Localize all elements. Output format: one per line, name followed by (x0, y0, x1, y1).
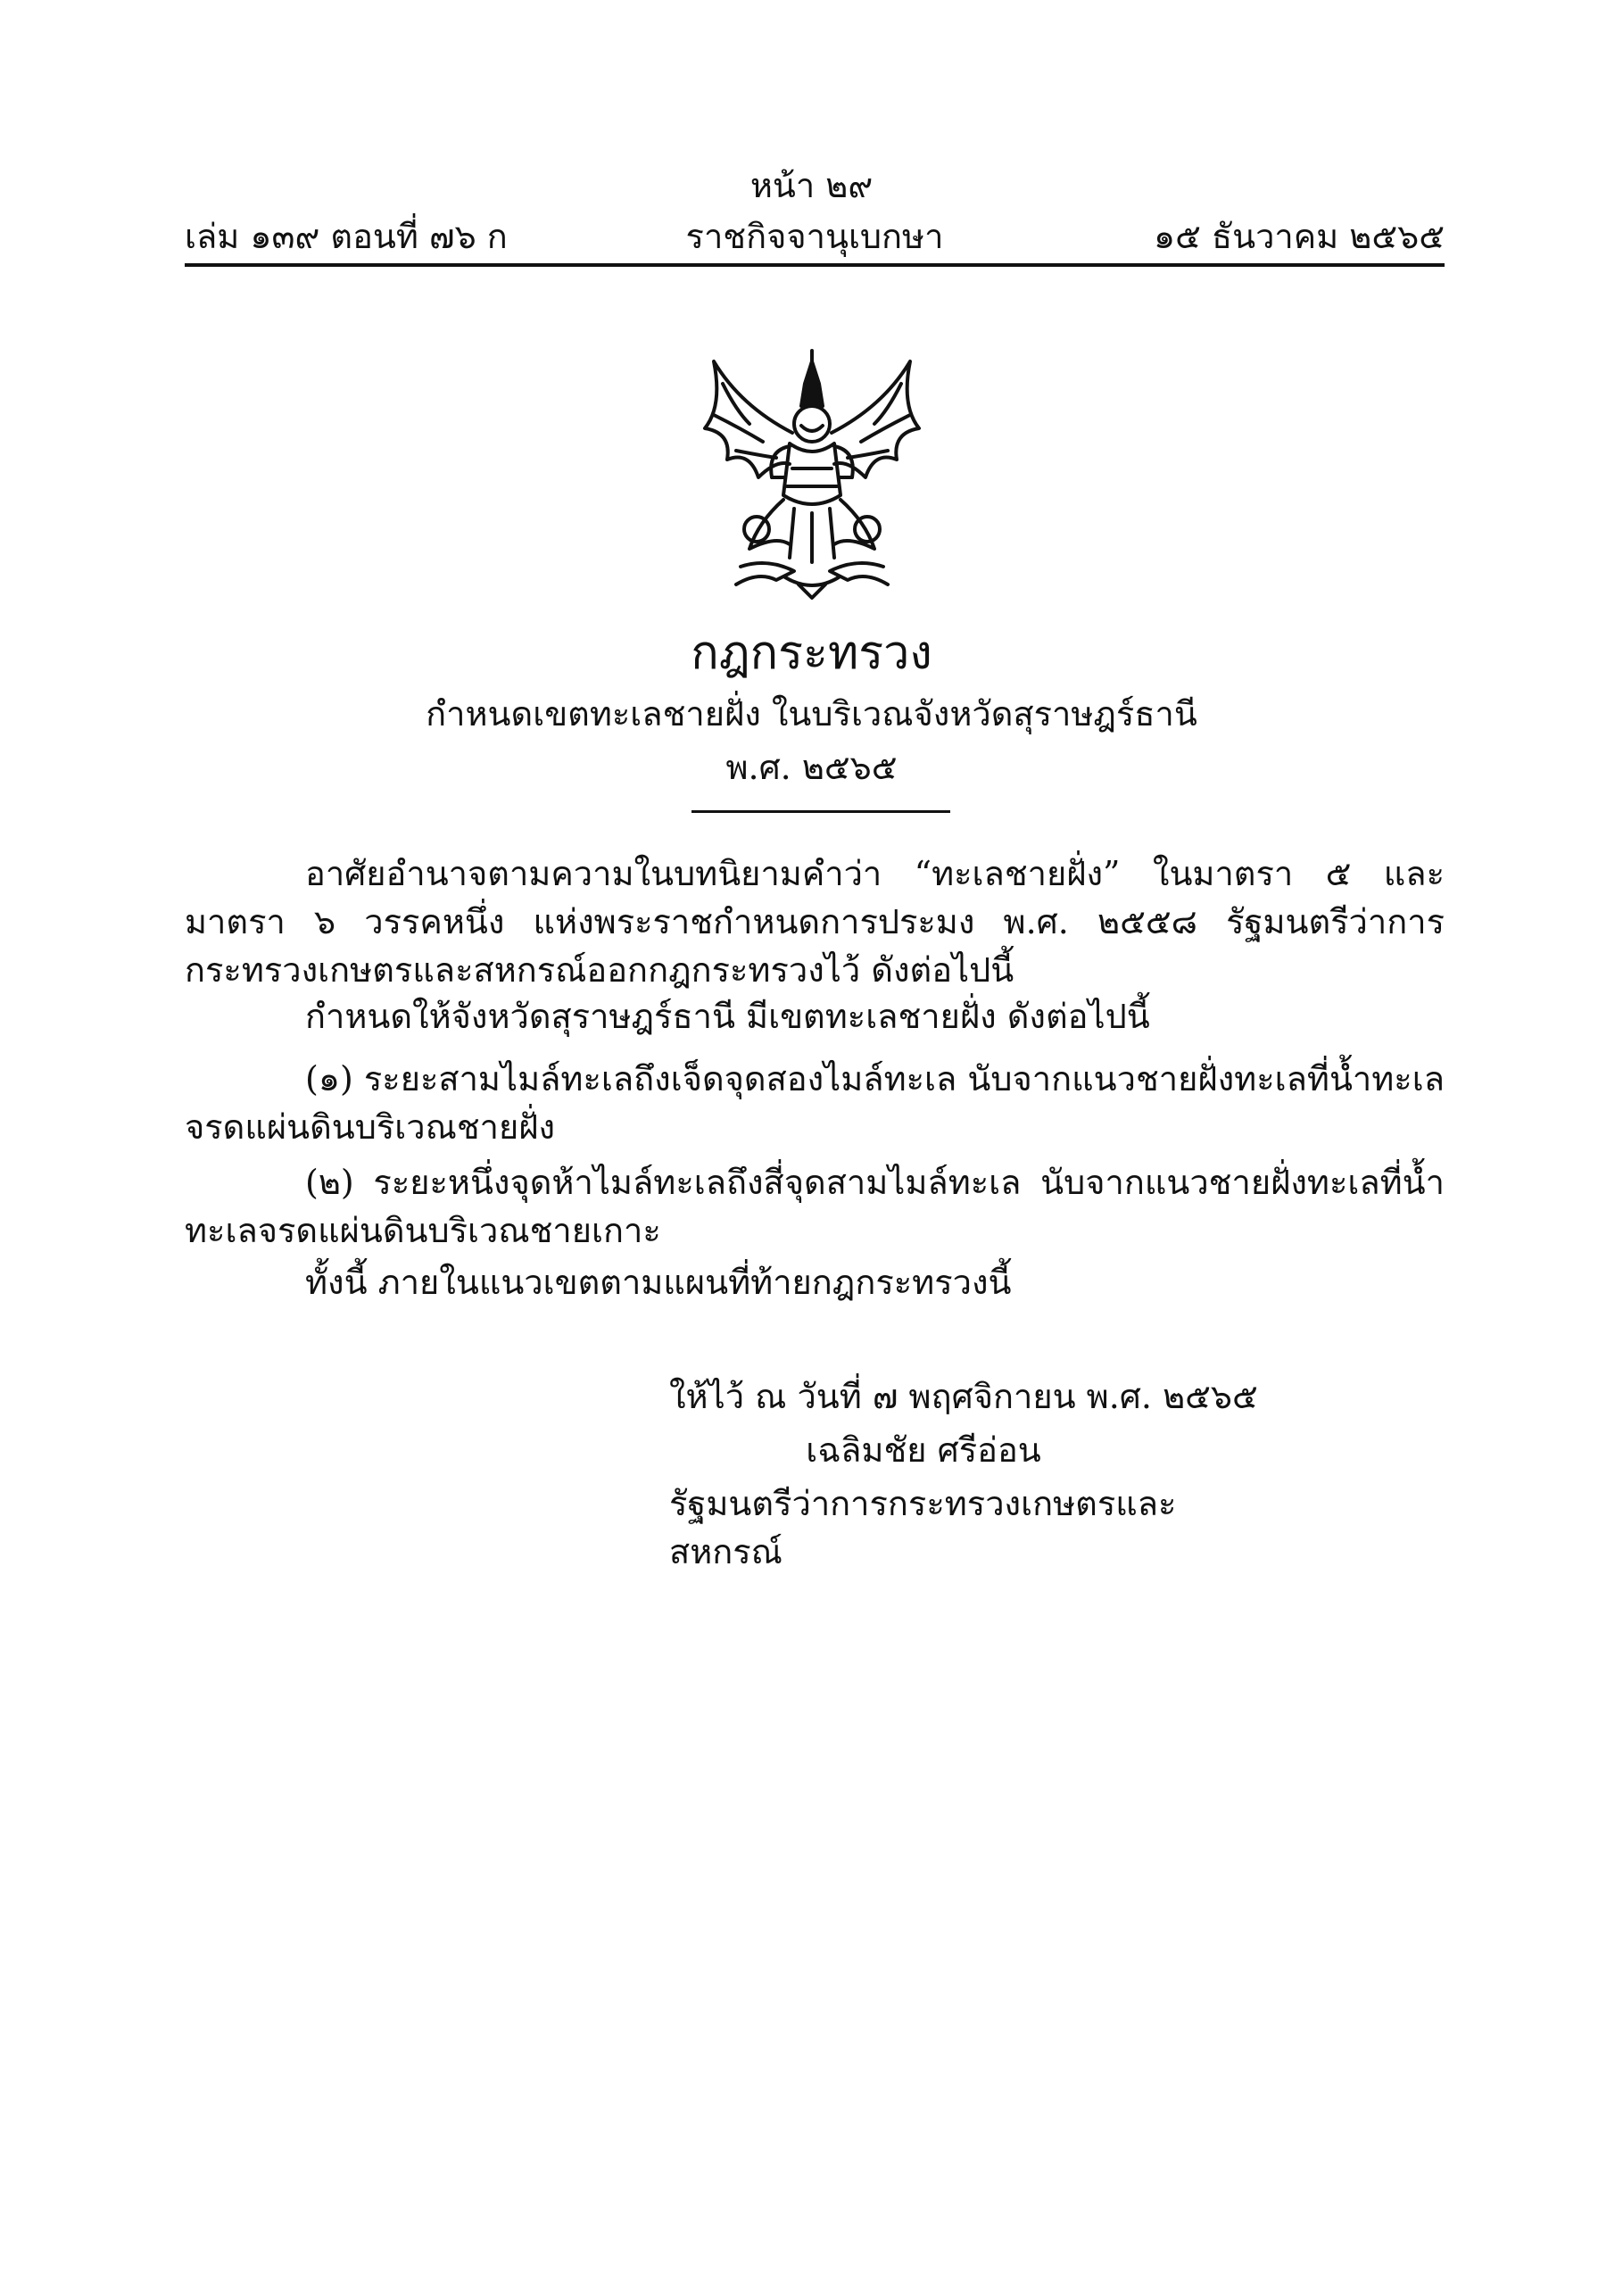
document-year: พ.ศ. ๒๕๖๕ (725, 748, 898, 787)
clause-2: (๒) ระยะหนึ่งจุดห้าไมล์ทะเลถึงสี่จุดสามไมล์ทะเล นับจากแนวชายฝั่งทะเลที่น้ำทะเลจรดแผ่นดินบริเวณชายเกาะ (185, 1163, 1445, 1250)
preamble-paragraph: อาศัยอำนาจตามความในบทนิยามคำว่า “ทะเลชายฝั่ง” ในมาตรา ๕ และมาตรา ๖ วรรคหนึ่ง แห่งพระราชกำหนดการประมง พ.ศ. ๒๕๕๘ รัฐมนตรีว่าการกระทรวงเกษตรและสหกรณ์ออกกฎกระทรวงไว้ ดังต่อไปนี้ (185, 854, 1445, 990)
intro-paragraph: กำหนดให้จังหวัดสุราษฎร์ธานี มีเขตทะเลชายฝั่ง ดังต่อไปนี้ (305, 997, 1150, 1036)
document-subtitle: กำหนดเขตทะเลชายฝั่ง ในบริเวณจังหวัดสุราษฎร์ธานี (426, 694, 1197, 734)
gazette-name: ราชกิจจานุเบกษา (685, 217, 944, 256)
garuda-emblem-icon (687, 344, 937, 602)
document-title: กฎกระทรวง (691, 626, 932, 680)
closing-paragraph: ทั้งนี้ ภายในแนวเขตตามแผนที่ท้ายกฎกระทรวงนี้ (305, 1263, 1012, 1302)
signatory-name: เฉลิมชัย ศรีอ่อน (806, 1430, 1041, 1470)
publication-date: ๑๕ ธันวาคม ๒๕๖๕ (1153, 217, 1445, 256)
clause-1: (๑) ระยะสามไมล์ทะเลถึงเจ็ดจุดสองไมล์ทะเล นับจากแนวชายฝั่งทะเลที่น้ำทะเลจรดแผ่นดินบริเวณชายฝั่ง (185, 1059, 1445, 1147)
title-divider (691, 810, 950, 813)
volume-issue: เล่ม ๑๓๙ ตอนที่ ๗๖ ก (185, 217, 508, 256)
gazette-header (185, 214, 1445, 259)
given-date: ให้ไว้ ณ วันที่ ๗ พฤศจิกายน พ.ศ. ๒๕๖๕ (669, 1377, 1258, 1416)
header-divider (185, 263, 1445, 267)
signatory-position: รัฐมนตรีว่าการกระทรวงเกษตรและสหกรณ์ (669, 1484, 1177, 1571)
page-number: หน้า ๒๙ (749, 166, 874, 205)
